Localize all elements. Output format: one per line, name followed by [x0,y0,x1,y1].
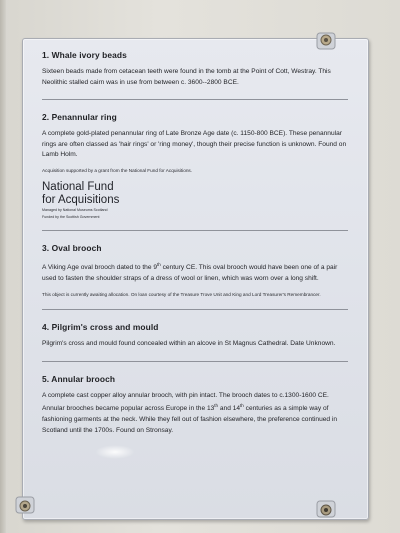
body-text: centuries as a simple way of fashioning garments at the neck. While they fell out of fashion elsewhere, the preference continued in Scotland until the 1700s. Found on Stronsay. [42,405,338,434]
section-body: Sixteen beads made from cetacean teeth were found in the tomb at the Point of Cott, Westray. This Neolithic stalled cairn was in use from between c. 3600--2800 BCE. [42,68,331,86]
section-body [42,391,348,437]
body-text: and 14 [218,405,241,413]
divider [42,99,348,100]
body-text: A Viking Age oval brooch dated to the 9 [42,264,157,272]
body-text: A complete cast copper alloy annular brooch, with pin intact. The brooch dates to c.1300-1600 CE. Annular brooches became popular across Europe in the 13 [42,391,329,413]
national-fund-logo [42,181,348,219]
section-penannular-ring [42,112,348,219]
label-content [42,50,348,510]
body-text: century CE. This oval brooch would have been one of a pair used to fasten the shoulder straps of a dress of wool or linen, which was worn over a long shift. [42,264,338,283]
logo-sub-2: Funded by the Scottish Government [42,214,100,219]
divider [42,309,348,310]
section-body: Pilgrim's cross and mould found concealed within an alcove in St Magnus Cathedral. Date Unknown. [42,339,336,347]
section-oval-brooch [42,243,348,298]
section-body [42,260,348,284]
section-whale-ivory-beads [42,50,348,88]
section-heading: 1. Whale ivory beads [42,50,127,60]
wall-edge [0,0,6,533]
logo-line-2: for Acquisitions [42,193,120,206]
acquisition-note: Acquisition supported by a grant from the National Fund for Acquisitions. [42,167,193,173]
ordinal-suffix: th [157,262,161,268]
bottom-left-screw-icon [14,495,36,517]
section-heading: 2. Penannular ring [42,112,117,123]
loan-note: This object is currently awaiting allocation. On loan courtesy of the Treasure Trove Unit and King and Lord Treasurer's Remembrancer. [42,291,321,297]
section-annular-brooch [42,374,348,437]
top-right-screw-icon [315,29,337,51]
section-pilgrims-cross [42,322,348,350]
logo-sub-1: Managed by National Museums Scotland [42,208,108,213]
divider [42,361,348,362]
logo-line-1: National Fund [42,181,114,194]
divider [42,230,348,231]
ordinal-suffix: th [240,403,244,409]
ordinal-suffix: th [214,403,219,409]
section-body: A complete gold-plated penannular ring of Late Bronze Age date (c. 1150-800 BCE). These penannular rings are often classed as 'hair rings' or 'ring money', though their precise function is unknown. Found on Lamb Holm. [42,130,347,159]
section-heading: 4. Pilgrim's cross and mould [42,321,159,332]
section-heading: 5. Annular brooch [42,373,116,384]
section-heading: 3. Oval brooch [42,243,102,254]
